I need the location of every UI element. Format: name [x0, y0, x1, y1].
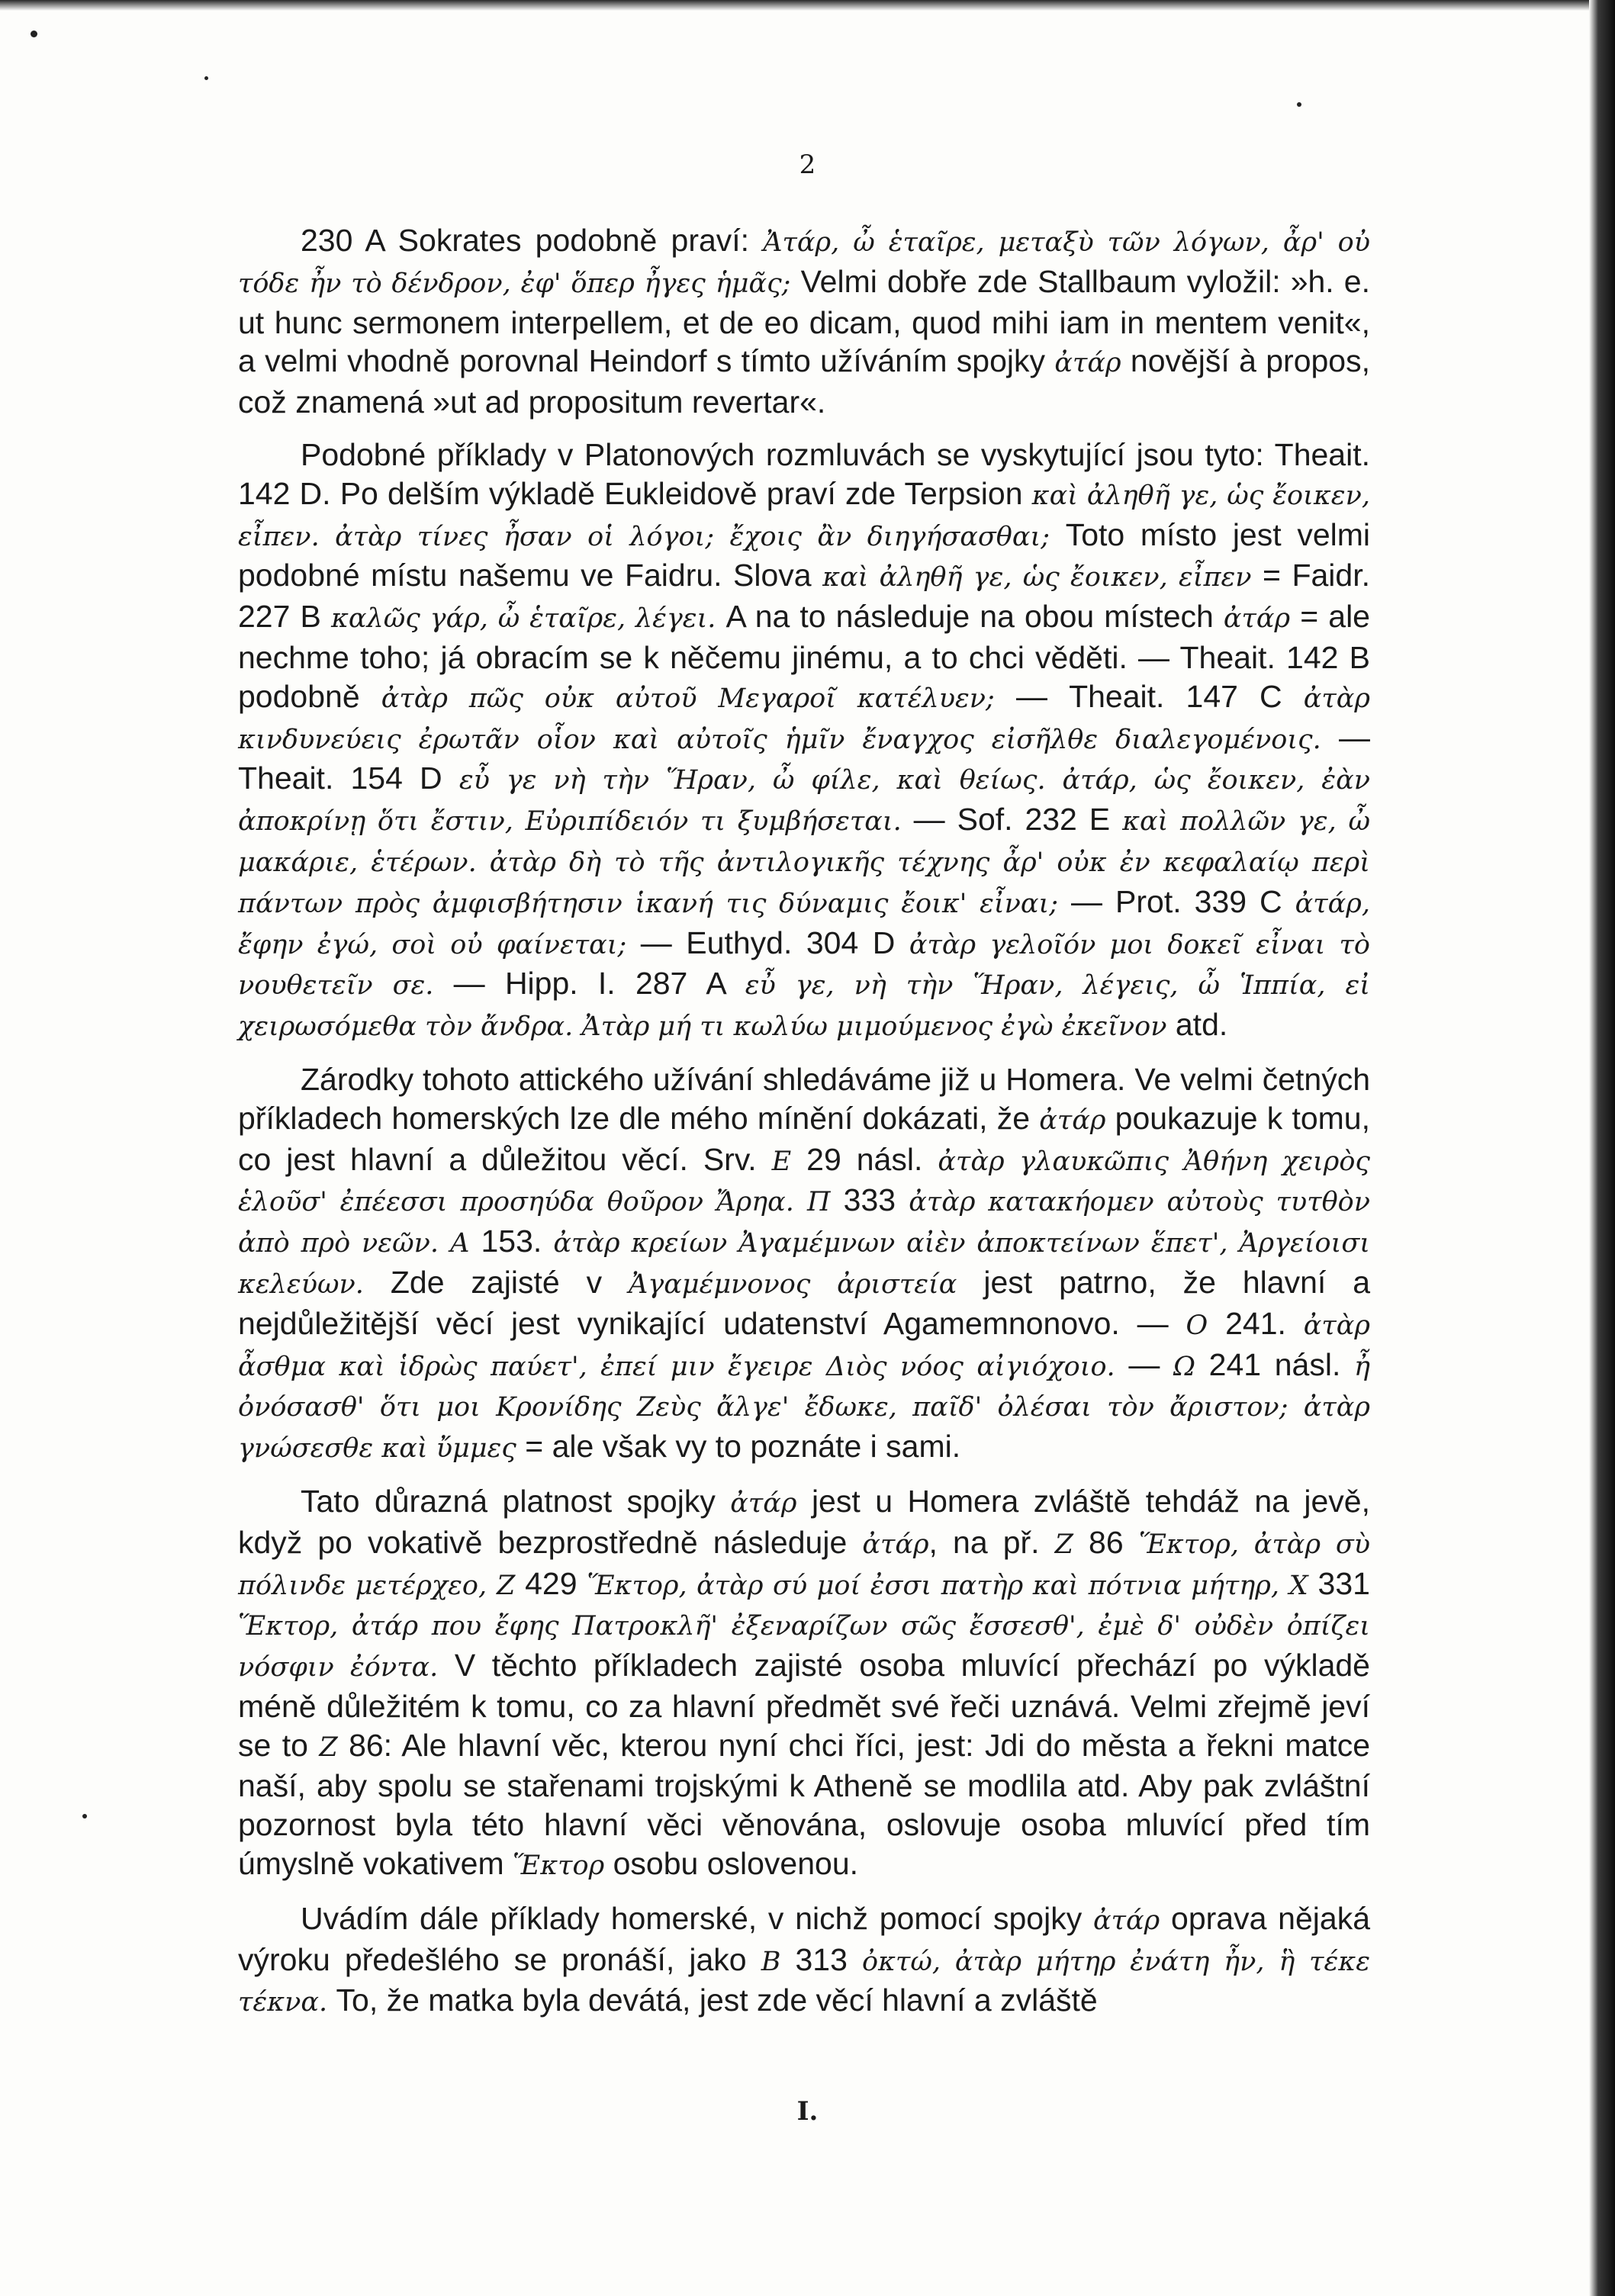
scan-speck: [31, 31, 37, 37]
greek-quote: Ἕκτορ, ἀτὰρ σύ μοί ἐσσι πατὴρ καὶ πότνια μήτηρ,: [587, 1570, 1279, 1601]
text-run: 429: [515, 1565, 587, 1601]
scan-shadow-top: [0, 0, 1615, 11]
text-run: osobu oslovenou.: [604, 1846, 859, 1882]
text-run: , na př.: [928, 1524, 1055, 1560]
text-run: [794, 1182, 807, 1217]
scan-speck: [82, 1814, 87, 1818]
text-run: 29 násl.: [791, 1141, 938, 1177]
text-run: poukazuje k tomu, co jest hlavní a důležitou věcí. Srv.: [238, 1100, 1370, 1177]
text-run: 313: [780, 1941, 862, 1977]
paragraph: [238, 221, 1370, 422]
text-run: = ale nechme toho; já obracím se k něčemu jinému, a to chci věděti. — Theait. 142 B podobně: [238, 599, 1370, 714]
text-run: 241 násl.: [1195, 1346, 1355, 1382]
greek-quote: Z: [496, 1570, 516, 1601]
greek-quote: E: [771, 1146, 792, 1177]
text-run: To, že matka byla devátá, jest zde věcí hlavní a zvláště: [327, 1982, 1098, 2018]
scan-speck: [1297, 102, 1301, 107]
text-run: — Euthyd. 304 D: [626, 925, 909, 960]
text-run: Toto místo jest velmi podobné místu našemu ve Faidru. Slova: [238, 516, 1370, 593]
printer-signature-mark: I.: [796, 2096, 819, 2127]
greek-quote: καὶ ἀληθῆ γε, ὡς ἔοικεν, εἶπεν. ἀτὰρ τίνες ἦσαν οἱ λόγοι; ἔχοις ἂν διηγήσασθαι;: [238, 480, 1370, 552]
text-run: 331: [1308, 1565, 1370, 1601]
text-run: 333: [830, 1182, 909, 1218]
greek-quote: εὖ γε, νὴ τὴν Ἥραν, λέγεις, ὦ Ἱππία, εἰ χειρωσόμεθα τὸν ἄνδρα. Ἀτὰρ μή τι κωλύω μιμούμενος ἐγὼ ἐκεῖνον: [238, 970, 1370, 1043]
greek-quote: καλῶς γάρ, ὦ ἑταῖρε, λέγει.: [330, 603, 716, 635]
page-number: 2: [799, 150, 816, 180]
greek-quote: Α: [450, 1228, 470, 1259]
text-run: — Prot. 339 C: [1058, 883, 1295, 919]
greek-quote: ἀτὰρ γλαυκῶπις Ἀθήνη χειρὸς ἑλοῦσ' ἐπέεσσι προσηύδα θοῦρον Ἄρηα.: [238, 1146, 1371, 1218]
greek-quote: Ἕκτορ, ἀτὰρ σὺ πόλινδε μετέρχεο,: [238, 1529, 1370, 1601]
greek-quote: καὶ ἀληθῆ γε, ὡς ἔοικεν, εἶπεν: [822, 562, 1252, 593]
greek-quote: Ἀγαμέμνονος ἀριστεία: [629, 1269, 957, 1300]
text-run: = Faidr. 227 B: [238, 558, 1370, 635]
paragraph: [238, 1482, 1370, 1886]
text-run: 230 A Sokrates podobně praví:: [301, 223, 764, 258]
text-run: — Sof. 232 E: [901, 802, 1123, 838]
greek-quote: Z: [1054, 1529, 1073, 1560]
text-run: [487, 1566, 497, 1601]
paragraph: [238, 1899, 1370, 2022]
text-run: — Theait. 154 D: [238, 719, 1370, 796]
scan-speck: [204, 76, 208, 80]
paragraph: [238, 1060, 1370, 1468]
text-run: jest u Homera zvláště tehdáž na jevě, když po vokativě bezprostředně následuje: [238, 1483, 1370, 1560]
greek-quote: καὶ πολλῶν γε, ὦ μακάριε, ἑτέρων. ἀτὰρ δὴ τὸ τῆς ἀντιλογικῆς τέχνης ἆρ' οὐκ ἐν κεφαλαίῳ περὶ πάντων πρὸς ἀμφισβήτησιν ἱκανή τις δύναμις ἔοικ' εἶναι;: [238, 806, 1371, 919]
text-run: 153.: [469, 1224, 554, 1259]
text-run: atd.: [1166, 1007, 1228, 1043]
paragraph: [238, 436, 1370, 1047]
greek-quote: ἀτὰρ κρείων Ἀγαμέμνων αἰὲν ἀποκτείνων ἕπετ', Ἀργείοισι κελεύων.: [238, 1228, 1370, 1300]
text-run: Tato důrazná platnost spojky: [301, 1483, 731, 1519]
greek-quote: ἀτὰρ πῶς οὐκ αὐτοῦ Μεγαροῖ κατέλυεν;: [381, 683, 995, 714]
text-run: 241.: [1208, 1305, 1304, 1341]
greek-quote: ἀτὰρ κινδυνεύεις ἐρωτᾶν οἷον καὶ αὐτοῖς ἡμῖν ἔναγχος εἰσῆλθε διαλεγομένοις.: [238, 683, 1370, 755]
greek-quote: Π: [807, 1187, 831, 1218]
text-run: —: [1115, 1346, 1173, 1382]
text-run: novější à propos, což znamená »ut ad propositum revertar«.: [238, 343, 1370, 420]
greek-quote: ἀτὰρ κατακήομεν αὐτοὺς τυτθὸν ἀπὸ πρὸ νεῶν.: [238, 1187, 1370, 1259]
text-run: Velmi dobře zde Stallbaum vyložil: »h. e. ut hunc sermonem interpellem, et de eo dicam, quod mihi iam in mentem venit«, a velmi vhodně porovnal Heindorf s tímto užíváním spojky: [238, 263, 1370, 379]
text-run: 86: [1073, 1524, 1139, 1560]
greek-quote: O: [1186, 1310, 1208, 1341]
greek-quote: ὀκτώ, ἀτὰρ μήτηρ ἐνάτη ἦν, ἣ τέκε τέκνα.: [238, 1946, 1370, 2018]
text-run: = ale však vy to poznáte i sami.: [516, 1429, 961, 1465]
text-run: — Theait. 147 C: [994, 678, 1304, 714]
text-run: Podobné příklady v Platonových rozmluvách se vyskytující jsou tyto: Theait. 142 D. Po delším výkladě Eukleidově praví zde Terpsion: [238, 436, 1370, 511]
scan-shadow-right: [1589, 0, 1615, 2296]
text-run: oprava nějaká výroku předešlého se pronáší, jako: [238, 1900, 1370, 1977]
greek-quote: ἀτάρ: [1093, 1905, 1160, 1936]
greek-quote: ἀτάρ: [1054, 348, 1121, 379]
greek-quote: ἀτὰρ γελοῖόν μοι δοκεῖ εἶναι τὸ νουθετεῖν σε.: [238, 929, 1370, 1002]
text-run: A na to následuje na obou místech: [716, 599, 1224, 635]
text-run: Zárodky tohoto attického užívání shledáváme již u Homera. Ve velmi četných příkladech homerských lze dle mého mínění dokázati, že: [238, 1061, 1370, 1136]
greek-quote: Ἕκτορ, ἀτάρ που ἔφης Πατροκλῆ' ἐξεναρίζων σῶς ἔσσεσθ', ἐμὲ δ' οὐδὲν ὀπίζει νόσφιν ἐόντα.: [238, 1611, 1370, 1683]
greek-quote: ἀτάρ: [862, 1529, 929, 1560]
greek-quote: Ω: [1173, 1351, 1196, 1382]
greek-quote: ἀτάρ: [1223, 603, 1291, 635]
document-body: [238, 221, 1370, 2036]
text-run: — Hipp. I. 287 A: [433, 966, 745, 1002]
text-run: V těchto příkladech zajisté osoba mluvící přechází po výkladě méně důležitém k tomu, co za hlavní předmět své řeči uznává. Velmi zřejmě jeví se to: [238, 1648, 1370, 1763]
text-run: [439, 1224, 450, 1259]
greek-quote: ἀτὰρ ἆσθμα καὶ ἱδρὼς παύετ', ἐπεί μιν ἔγειρε Διὸς νόος αἰγιόχοιο.: [238, 1310, 1370, 1382]
text-run: Uvádím dále příklady homerské, v nichž pomocí spojky: [301, 1900, 1093, 1936]
greek-quote: εὖ γε νὴ τὴν Ἥραν, ὦ φίλε, καὶ θείως. ἀτάρ, ὡς ἔοικεν, ἐὰν ἀποκρίνῃ ὅτι ἔστιν, Εὐριπίδειόν τι ξυμβήσεται.: [238, 765, 1371, 838]
greek-quote: Ἀτάρ, ὦ ἑταῖρε, μεταξὺ τῶν λόγων, ἆρ' οὐ τόδε ἦν τὸ δένδρον, ἐφ' ὅπερ ἦγες ἡμᾶς;: [238, 227, 1371, 299]
greek-quote: Z: [319, 1732, 338, 1763]
greek-quote: ἀτάρ, ἔφην ἐγώ, σοὶ οὐ φαίνεται;: [238, 888, 1370, 960]
greek-quote: X: [1288, 1570, 1308, 1601]
text-run: Zde zajisté v: [363, 1264, 629, 1300]
text-run: jest patrno, že hlavní a nejdůležitější věcí jest vynikající udatenství Agamemnonovo. —: [238, 1264, 1370, 1341]
greek-quote: ἀτάρ: [1039, 1105, 1106, 1136]
text-run: [1279, 1566, 1289, 1601]
greek-quote: ἦ ὀνόσασθ' ὅτι μοι Κρονίδης Ζεὺς ἄλγε' ἔδωκε, παῖδ' ὀλέσαι τὸν ἄριστον; ἀτὰρ γνώσεσθε καὶ ὔμμες: [238, 1351, 1370, 1465]
text-run: 86: Ale hlavní věc, kterou nyní chci říci, jest: Jdi do města a řekni matce naší, aby spolu se stařenami trojskými k Atheně se modlila atd. Aby pak zvláštní pozornost byla této hlavní věci věnována, oslovuje osoba mluvící před tím úmyslně vokativem: [238, 1727, 1370, 1882]
greek-quote: ἀτάρ: [730, 1487, 797, 1519]
greek-quote: B: [761, 1946, 781, 1977]
greek-quote: Ἕκτορ: [513, 1851, 605, 1882]
